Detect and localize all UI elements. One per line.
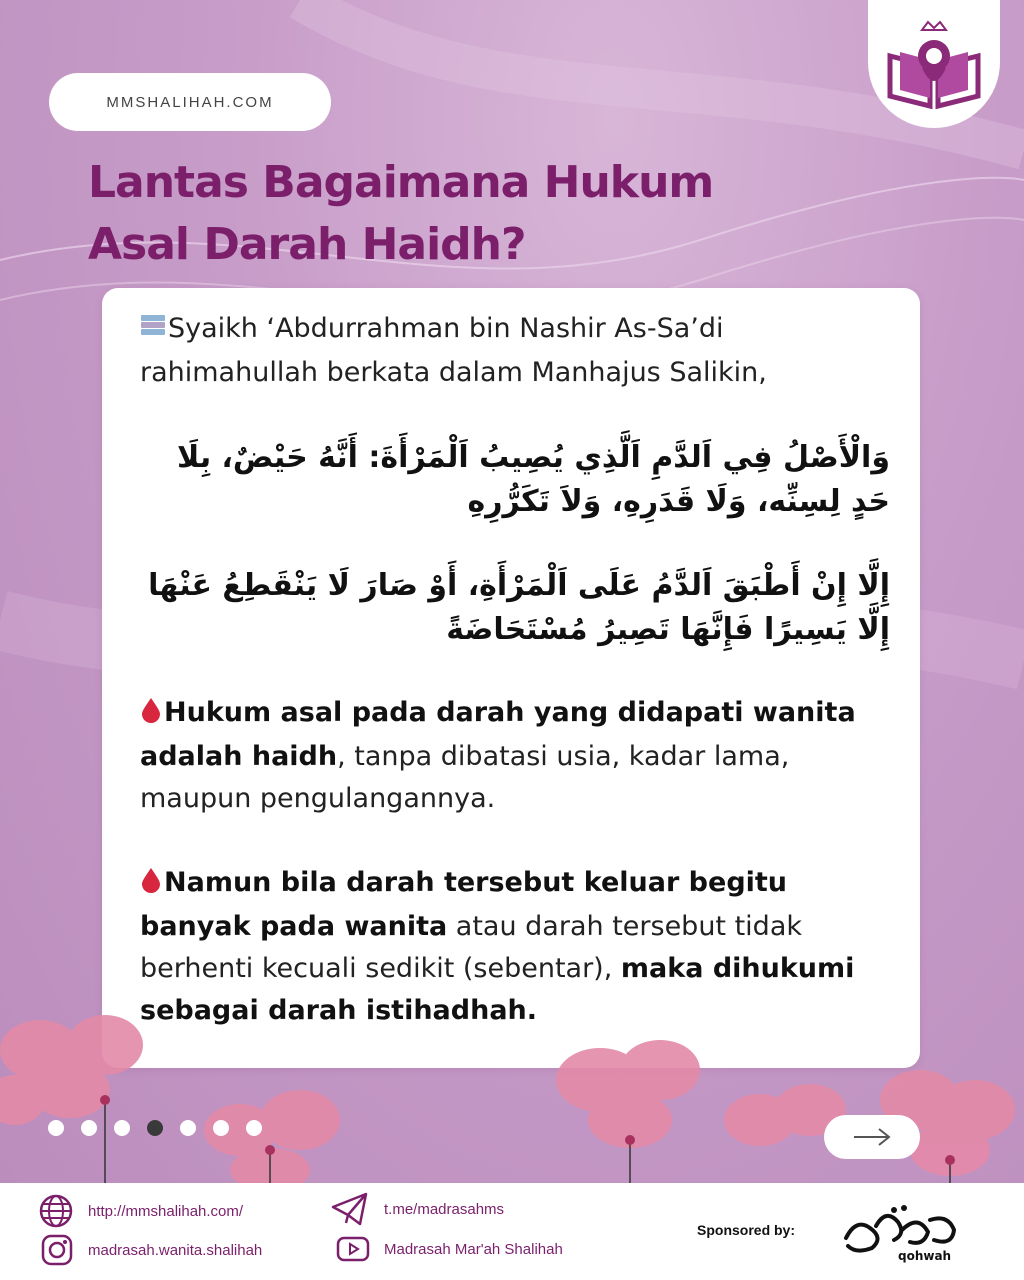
qohwah-logo-icon — [836, 1196, 976, 1266]
site-label[interactable]: MMSHALIHAH.COM — [49, 73, 331, 131]
footer-youtube[interactable] — [336, 1234, 563, 1264]
instagram-text: madrasah.wanita.shalihah — [88, 1241, 263, 1259]
page-dot[interactable] — [81, 1120, 97, 1136]
telegram-icon — [330, 1191, 370, 1227]
point-2-mid: atau darah tersebut tidak berhenti kecuali sedikit (sebentar), — [140, 911, 803, 984]
intro-text: Syaikh ‘Abdurrahman bin Nashir As-Sa’di rahimahullah berkata dalam Manhajus Salikin, — [140, 313, 767, 388]
point-1-rest: , tanpa dibatasi usia, kadar lama, maupun pengulangannya. — [140, 741, 790, 814]
globe-icon — [38, 1193, 74, 1229]
youtube-icon — [336, 1234, 370, 1264]
page-dot[interactable] — [48, 1120, 64, 1136]
pagination-dots — [48, 1120, 262, 1136]
youtube-text: Madrasah Mar'ah Shalihah — [384, 1240, 563, 1258]
point-1-bold: Hukum asal pada darah yang didapati wanita adalah haidh — [140, 697, 856, 772]
blood-drop-icon — [140, 694, 162, 736]
book-crown-icon — [882, 16, 986, 112]
point-2-bold-end: maka dihukumi sebagai darah istihadhah. — [140, 953, 855, 1026]
content-card — [102, 288, 920, 1068]
sponsor-logo — [836, 1196, 976, 1266]
page-title — [88, 152, 788, 276]
sponsor-label: Sponsored by: — [697, 1222, 796, 1238]
point-2-bold: Namun bila darah tersebut keluar begitu banyak pada wanita — [140, 867, 788, 942]
arabic-quote-2: إِلَّا إِنْ أَطْبَقَ اَلدَّمُ عَلَى اَلْمَرْأَةِ، أَوْ صَارَ لَا يَنْقَطِعُ عَنْهَا إِلَّا يَسِيرًا فَإِنَّهَا تَصِيرُ مُسْتَحَاضَةً — [148, 568, 890, 647]
brand-logo — [868, 0, 1000, 128]
blood-drop-icon — [140, 864, 162, 906]
page-dot[interactable] — [180, 1120, 196, 1136]
title-line-1: Lantas Bagaimana Hukum — [88, 157, 714, 208]
instagram-icon — [40, 1233, 74, 1267]
website-text: http://mmshalihah.com/ — [88, 1202, 244, 1220]
sponsor-name: qohwah — [898, 1249, 952, 1263]
footer-instagram[interactable] — [40, 1233, 262, 1267]
intro-paragraph — [140, 308, 890, 394]
arrow-right-icon — [852, 1127, 892, 1147]
title-line-2: Asal Darah Haidh? — [88, 219, 526, 270]
page-dot[interactable] — [114, 1120, 130, 1136]
next-button[interactable] — [824, 1115, 920, 1159]
arabic-quote-1: وَالْأَصْلُ فِي اَلدَّمِ اَلَّذِي يُصِيبُ اَلْمَرْأَةَ: أَنَّهُ حَيْضٌ، بِلَا حَدٍ لِسِنِّه، وَلَا قَدَرِهِ، وَلاَ تَكَرُّرِهِ — [177, 440, 890, 519]
footer-website[interactable] — [38, 1193, 243, 1229]
point-2 — [140, 862, 890, 1032]
page-dot[interactable] — [213, 1120, 229, 1136]
footer-telegram[interactable] — [330, 1191, 504, 1227]
point-1 — [140, 692, 890, 820]
telegram-text: t.me/madrasahms — [384, 1200, 505, 1218]
page-dot-active[interactable] — [147, 1120, 163, 1136]
books-icon — [140, 310, 166, 352]
page-dot[interactable] — [246, 1120, 262, 1136]
